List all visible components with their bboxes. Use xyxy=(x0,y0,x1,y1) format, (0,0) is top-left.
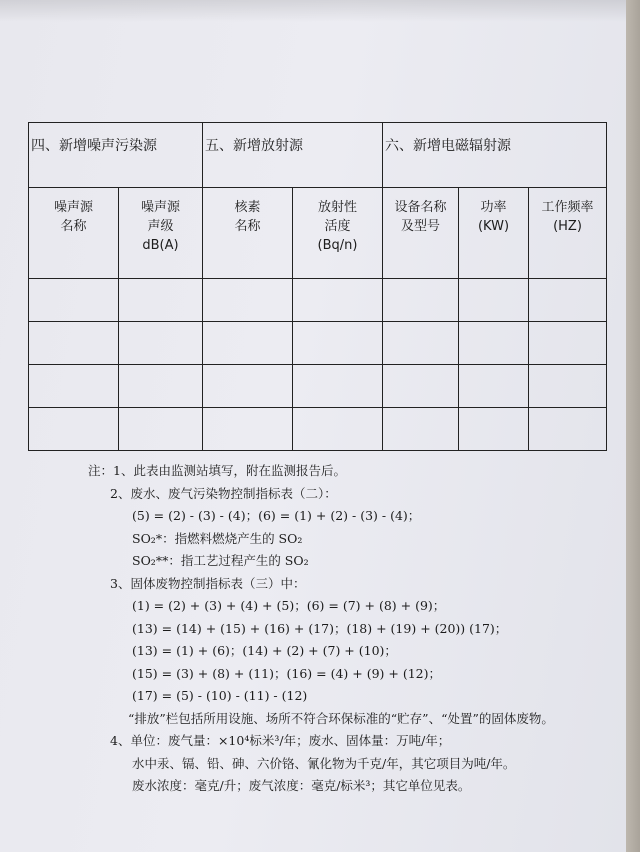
table-cell xyxy=(529,408,607,451)
table-cell xyxy=(119,279,203,322)
book-edge xyxy=(626,0,640,852)
col-activity: 放射性 活度 (Bq/n) xyxy=(293,188,383,279)
table-cell xyxy=(293,365,383,408)
table-row xyxy=(29,408,607,451)
table-body xyxy=(29,279,607,451)
table-cell xyxy=(119,365,203,408)
note-3: 3、固体废物控制指标表（三）中： xyxy=(110,575,306,591)
table-cell xyxy=(29,408,119,451)
table-cell xyxy=(203,322,293,365)
table-cell xyxy=(119,322,203,365)
note-3-formula-1: (1) = (2) + (3) + (4) + (5)；(6) = (7) + (8) + (9)； xyxy=(132,598,446,613)
notes-block xyxy=(88,460,618,798)
col-equipment: 设备名称 及型号 xyxy=(383,188,459,279)
pollution-source-table xyxy=(28,122,607,451)
table-cell xyxy=(459,365,529,408)
table-row xyxy=(29,365,607,408)
section-radiation: 五、新增放射源 xyxy=(203,123,383,188)
col-frequency: 工作频率 (HZ) xyxy=(529,188,607,279)
section-electromagnetic: 六、新增电磁辐射源 xyxy=(383,123,607,188)
note-2-formula: (5) = (2) - (3) - (4)；(6) = (1) + (2) - (3) - (4)； xyxy=(132,508,421,523)
table-cell xyxy=(203,279,293,322)
table-cell xyxy=(293,279,383,322)
table-cell xyxy=(529,279,607,322)
table-cell xyxy=(383,365,459,408)
table-cell xyxy=(459,408,529,451)
note-2: 2、废水、废气污染物控制指标表（二）： xyxy=(110,485,337,501)
section-noise: 四、新增噪声污染源 xyxy=(29,123,203,188)
note-4: 4、单位：废气量：×10⁴标米³/年；废水、固体量：万吨/年； xyxy=(110,733,451,748)
col-noise-level: 噪声源 声级 dB(A) xyxy=(119,188,203,279)
note-1: 注：1、此表由监测站填写，附在监测报告后。 xyxy=(88,463,346,478)
note-4-concentration: 废水浓度：毫克/升；废气浓度：毫克/标米³；其它单位见表。 xyxy=(132,778,471,793)
note-4-units: 水中汞、镉、铅、砷、六价铬、氰化物为千克/年，其它项目为吨/年。 xyxy=(132,755,516,771)
note-3-discharge: “排放”栏包括所用设施、场所不符合环保标准的“贮存”、“处置”的固体废物。 xyxy=(128,710,554,726)
note-3-formula-5: (17) = (5) - (10) - (11) - (12) xyxy=(132,688,308,703)
table-cell xyxy=(529,365,607,408)
table-cell xyxy=(383,322,459,365)
table-cell xyxy=(29,279,119,322)
note-3-formula-4: (15) = (3) + (8) + (11)；(16) = (4) + (9) + (12)； xyxy=(132,665,441,681)
table-cell xyxy=(293,322,383,365)
table-cell xyxy=(29,365,119,408)
column-header-row xyxy=(29,188,607,279)
table-row xyxy=(29,279,607,322)
table-cell xyxy=(459,322,529,365)
table-cell xyxy=(29,322,119,365)
table-cell xyxy=(293,408,383,451)
col-noise-name: 噪声源 名称 xyxy=(29,188,119,279)
table-cell xyxy=(119,408,203,451)
table-cell xyxy=(203,408,293,451)
table-cell xyxy=(203,365,293,408)
col-power: 功率 (KW) xyxy=(459,188,529,279)
table-cell xyxy=(529,322,607,365)
note-3-formula-2: (13) = (14) + (15) + (16) + (17)；(18) + (19) + (20)) (17)； xyxy=(132,620,508,636)
col-nuclide-name: 核素 名称 xyxy=(203,188,293,279)
table-cell xyxy=(459,279,529,322)
note-2-so2-process: SO₂**：指工艺过程产生的 SO₂ xyxy=(132,553,309,568)
table-cell xyxy=(383,408,459,451)
table-row xyxy=(29,322,607,365)
section-header-row xyxy=(29,123,607,188)
page-shadow xyxy=(0,0,640,22)
note-2-so2-fuel: SO₂*：指燃料燃烧产生的 SO₂ xyxy=(132,530,303,546)
table-cell xyxy=(383,279,459,322)
note-3-formula-3: (13) = (1) + (6)；(14) + (2) + (7) + (10)； xyxy=(132,643,397,658)
